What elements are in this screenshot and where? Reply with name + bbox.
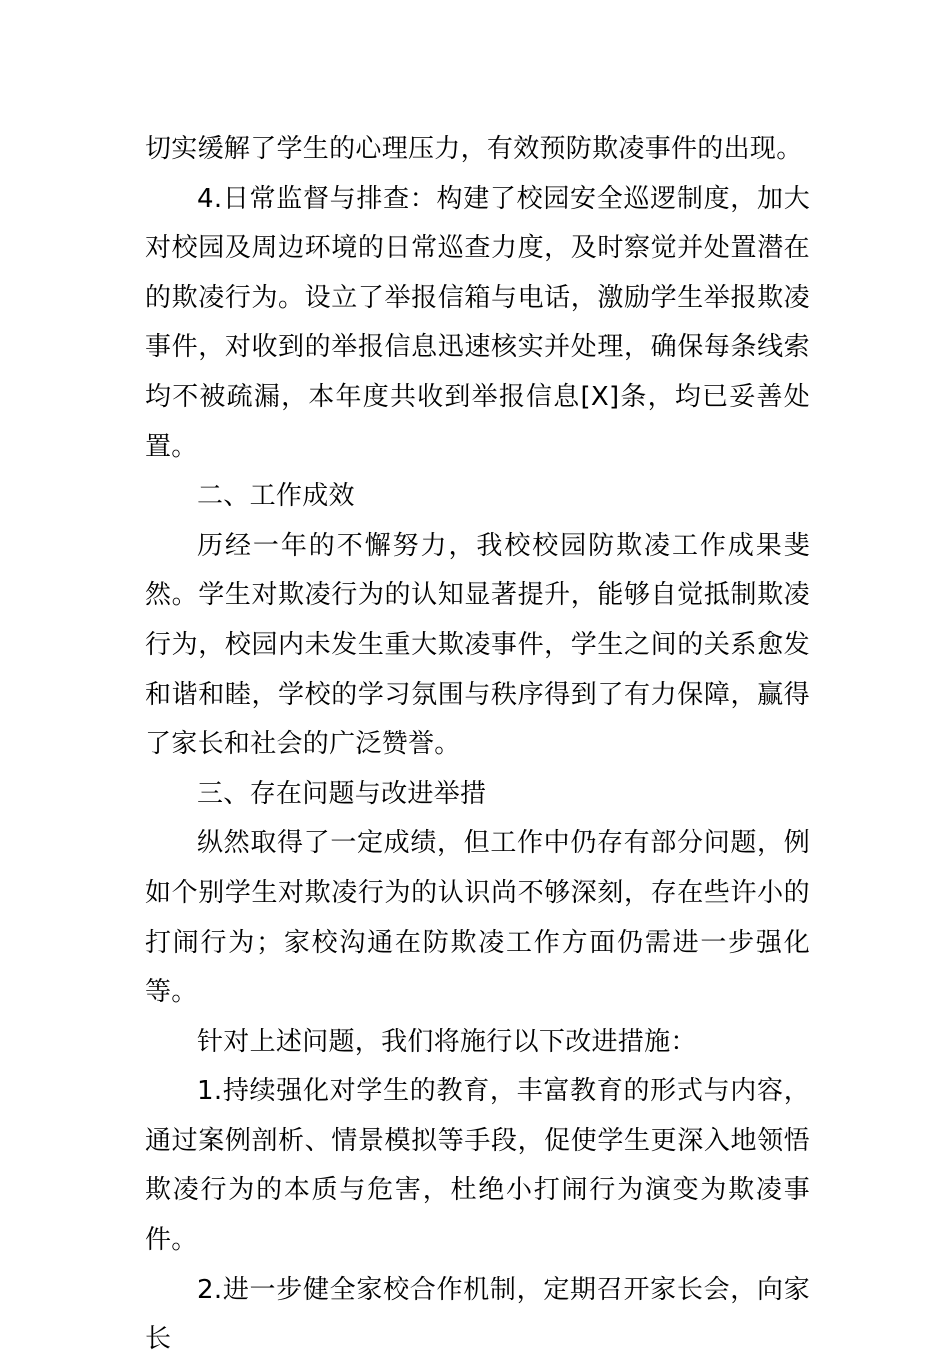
section-heading-work-results: 二、工作成效: [197, 481, 355, 512]
paragraph-measure-1: 1.持续强化对学生的教育，丰富教育的形式与内容，通过案例剖析、情景模拟等手段，促使学生更深入地领悟欺凌行为的本质与危害，杜绝小打闹行为演变为欺凌事件。: [145, 1076, 810, 1256]
paragraph-work-results: 历经一年的不懈努力，我校校园防欺凌工作成果斐然。学生对欺凌行为的认知显著提升，能够自觉抵制欺凌行为，校园内未发生重大欺凌事件，学生之间的关系愈发和谐和睦，学校的学习氛围与秩序得到了有力保障，赢得了家长和社会的广泛赞誉。: [145, 530, 810, 760]
section-heading-problems-improvements: 三、存在问题与改进举措: [197, 778, 487, 809]
paragraph-continuation: 切实缓解了学生的心理压力，有效预防欺凌事件的出现。: [145, 134, 803, 164]
paragraph-daily-supervision: 4.日常监督与排查：构建了校园安全巡逻制度，加大对校园及周边环境的日常巡查力度，及时察觉并处置潜在的欺凌行为。设立了举报信箱与电话，激励学生举报欺凌事件，对收到的举报信息迅速核实并处理，确保每条线索均不被疏漏，本年度共收到举报信息[X]条，均已妥善处置。: [145, 183, 810, 462]
paragraph-problems: 纵然取得了一定成绩，但工作中仍存有部分问题，例如个别学生对欺凌行为的认识尚不够深刻，存在些许小的打闹行为；家校沟通在防欺凌工作方面仍需进一步强化等。: [145, 828, 810, 1008]
document-body: [145, 125, 810, 1365]
paragraph-measures-intro: 针对上述问题，我们将施行以下改进措施：: [197, 1026, 697, 1057]
paragraph-measure-2: 2.进一步健全家校合作机制，定期召开家长会，向家长: [145, 1274, 810, 1355]
